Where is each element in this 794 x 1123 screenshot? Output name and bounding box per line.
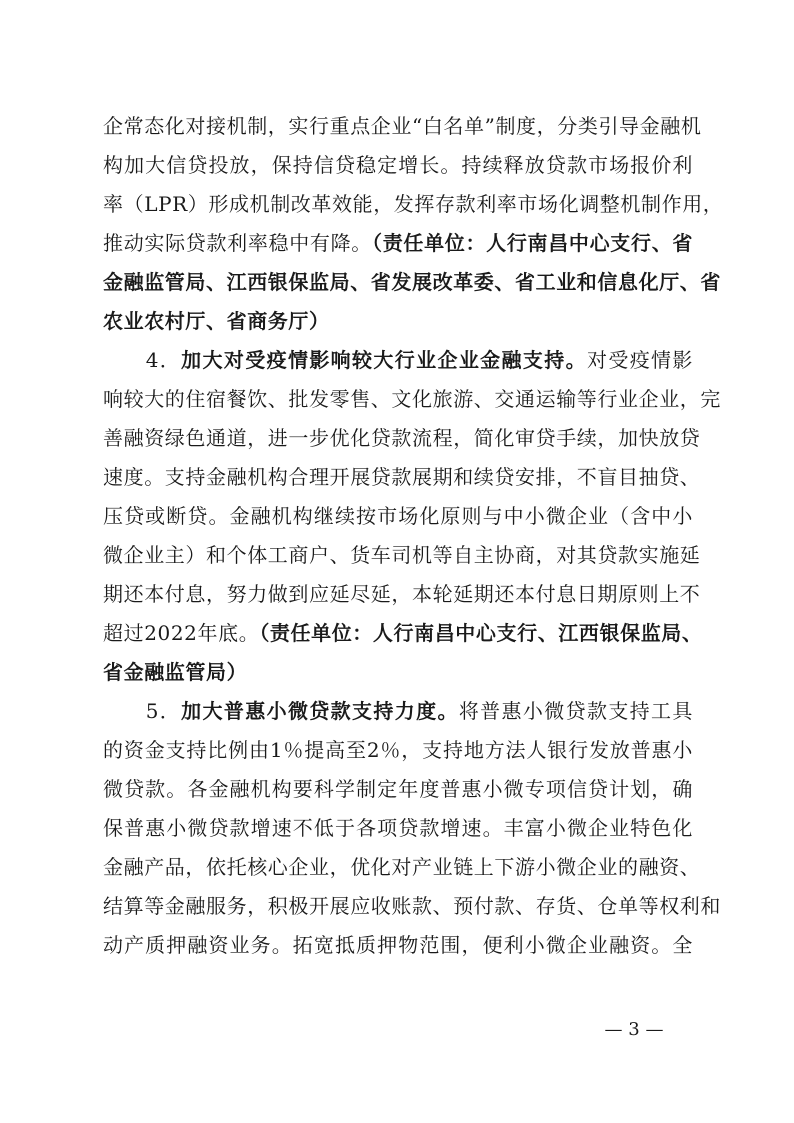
text-line <box>103 770 693 809</box>
text-run: 4． <box>103 348 182 372</box>
text-line <box>103 887 721 926</box>
text-line <box>103 458 701 497</box>
text-run: 动产质押融资业务。拓宽抵质押物范围，便利小微企业融资。全 <box>103 933 693 957</box>
text-line <box>103 653 693 692</box>
text-run: 微贷款。各金融机构要科学制定年度普惠小微专项信贷计划，确 <box>103 777 693 801</box>
text-line <box>103 263 721 302</box>
text-line <box>103 926 693 965</box>
bold-text: 金融监管局、江西银保监局、省发展改革委、省工业和信息化厅、省 <box>103 270 721 294</box>
text-line <box>103 419 701 458</box>
text-run: 压贷或断贷。金融机构继续按市场化原则与中小微企业（含中小 <box>103 504 693 528</box>
document-body <box>103 107 724 965</box>
text-line <box>103 146 693 185</box>
text-line <box>103 809 693 848</box>
text-line <box>103 185 724 224</box>
text-line <box>103 848 701 887</box>
text-line <box>103 575 701 614</box>
text-run: 响较大的住宿餐饮、批发零售、文化旅游、交通运输等行业企业，完 <box>103 387 721 411</box>
text-run: 超过2022年底。 <box>103 621 260 645</box>
text-line <box>103 107 702 146</box>
bold-text: 农业农村厅、省商务厅） <box>103 309 330 333</box>
page-number: — 3 — <box>604 1019 664 1040</box>
text-line <box>103 731 693 770</box>
bold-text: 加大普惠小微贷款支持力度。 <box>181 699 459 723</box>
text-line <box>103 224 693 263</box>
text-run: 企常态化对接机制，实行重点企业“白名单”制度，分类引导金融机 <box>103 114 702 138</box>
bold-text: （责任单位：人行南昌中心支行、江西银保监局、 <box>259 621 703 645</box>
text-run: 保普惠小微贷款增速不低于各项贷款增速。丰富小微企业特色化 <box>103 816 693 840</box>
text-line <box>103 341 693 380</box>
bold-text: 省金融监管局） <box>103 660 248 684</box>
text-run: 推动实际贷款利率稳中有降。 <box>103 231 372 255</box>
text-line <box>103 536 701 575</box>
text-run: 善融资绿色通道，进一步优化贷款流程，简化审贷手续，加快放贷 <box>103 426 701 450</box>
text-line <box>103 692 693 731</box>
text-run: 微企业主）和个体工商户、货车司机等自主协商，对其贷款实施延 <box>103 543 701 567</box>
text-run: 构加大信贷投放，保持信贷稳定增长。持续释放贷款市场报价利 <box>103 153 693 177</box>
text-run: 速度。支持金融机构合理开展贷款展期和续贷安排，不盲目抽贷、 <box>103 465 701 489</box>
text-run: 对受疫情影 <box>586 348 694 372</box>
bold-text: （责任单位：人行南昌中心支行、省 <box>372 231 693 255</box>
text-run: 将普惠小微贷款支持工具 <box>458 699 693 723</box>
text-run: 期还本付息，努力做到应延尽延，本轮延期还本付息日期原则上不 <box>103 582 701 606</box>
text-run: 率（LPR）形成机制改革效能，发挥存款利率市场化调整机制作用， <box>103 192 724 216</box>
text-line <box>103 380 721 419</box>
text-run: 金融产品，依托核心企业，优化对产业链上下游小微企业的融资、 <box>103 855 701 879</box>
text-line <box>103 302 693 341</box>
text-line <box>103 497 693 536</box>
text-run: 5． <box>103 699 182 723</box>
text-run: 结算等金融服务，积极开展应收账款、预付款、存货、仓单等权利和 <box>103 894 721 918</box>
bold-text: 加大对受疫情影响较大行业企业金融支持。 <box>181 348 587 372</box>
text-line <box>103 614 703 653</box>
text-run: 的资金支持比例由1％提高至2％，支持地方法人银行发放普惠小 <box>103 738 693 762</box>
